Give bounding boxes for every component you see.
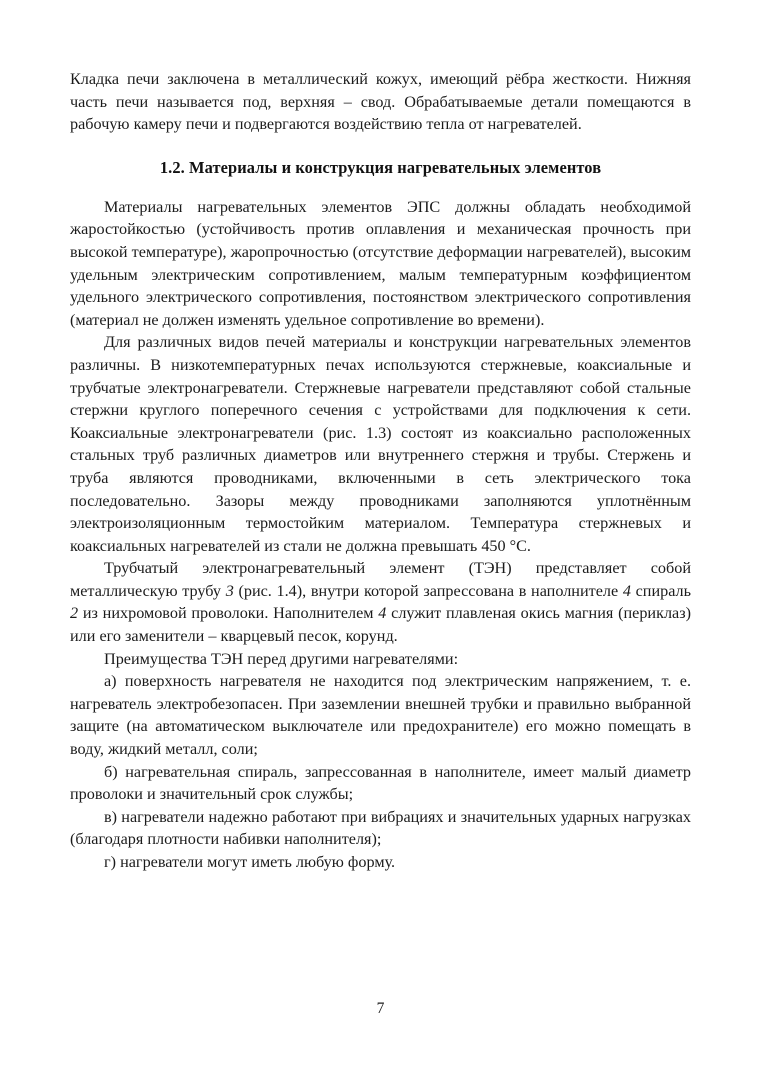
ten-text-part-5: служит плавленая окись магния (периклаз) или его заменители – кварцевый песок, корунд.	[70, 604, 691, 646]
ten-text-part-4: из нихромовой проволоки. Наполнителем	[78, 604, 379, 623]
ten-ref-3: 3	[225, 581, 234, 600]
ten-text-part-3: спираль	[630, 581, 691, 600]
page-number: 7	[376, 1000, 385, 1017]
ten-ref-2: 2	[70, 604, 79, 623]
list-item-advantage-d: г) нагреватели могут иметь любую форму.	[104, 853, 396, 871]
ten-text-part-2: (рис. 1.4), внутри которой запрессована в наполнителе	[233, 581, 623, 600]
list-item-advantage-b: б) нагревательная спираль, запрессованная в наполнителе, имеет малый диаметр проволоки и значительный срок службы;	[70, 762, 691, 804]
paragraph-intro: Кладка печи заключена в металлический кожух, имеющий рёбра жесткости. Нижняя часть печи называется под, верхняя – свод. Обрабатываемые детали помещаются в рабочую камеру печи и подвергаются воздействию тепла от нагревателей.	[70, 70, 691, 134]
ten-ref-4b: 4	[378, 604, 387, 623]
paragraph-advantages-intro: Преимущества ТЭН перед другими нагревателями:	[104, 649, 459, 668]
list-item-advantage-a: а) поверхность нагревателя не находится под электрическим напряжением, т. е. нагреватель электробезопасен. При заземлении внешней трубки и правильно выбранной защите (на автоматическом выключателе или предохранителе) его можно помещать в воду, жидкий металл, соли;	[70, 672, 691, 759]
ten-text-part-1: Трубчатый электронагревательный элемент (ТЭН) представляет собой металлическую трубу	[70, 559, 691, 600]
paragraph-designs: Для различных видов печей материалы и конструкции нагревательных элементов различны. В низкотемпературных печах используются стержневые, коаксиальные и трубчатые электронагреватели. Стержневые нагреватели представляют собой стальные стержни круглого поперечного сечения с устройствами для подключения к сети. Коаксиальные электронагреватели (рис. 1.3) состоят из коаксиально расположенных стальных труб различных диаметров или внутреннего стержня и трубы. Стержень и труба являются проводниками, включенными в сеть электрического тока последовательно. Зазоры между проводниками заполняются уплотнённым электроизоляционным термостойким материалом. Температура стержневых и коаксиальных нагревателей из стали не должна превышать 450 °С.	[70, 333, 691, 555]
ten-ref-4a: 4	[622, 581, 631, 600]
list-item-advantage-c: в) нагреватели надежно работают при вибрациях и значительных ударных нагрузках (благодаря плотности набивки наполнителя);	[70, 807, 691, 849]
section-heading: 1.2. Материалы и конструкция нагревательных элементов	[159, 157, 602, 177]
paragraph-materials: Материалы нагревательных элементов ЭПС должны обладать необходимой жаростойкостью (устойчивость против оплавления и механическая прочность при высокой температуре), жаропрочностью (отсутствие деформации нагревателей), высоким удельным электрическим сопротивлением, малым температурным коэффициентом удельного электрического сопротивления, постоянством электрического сопротивления (материал не должен изменять удельное сопротивление во времени).	[70, 197, 691, 329]
paragraph-ten	[70, 557, 691, 647]
